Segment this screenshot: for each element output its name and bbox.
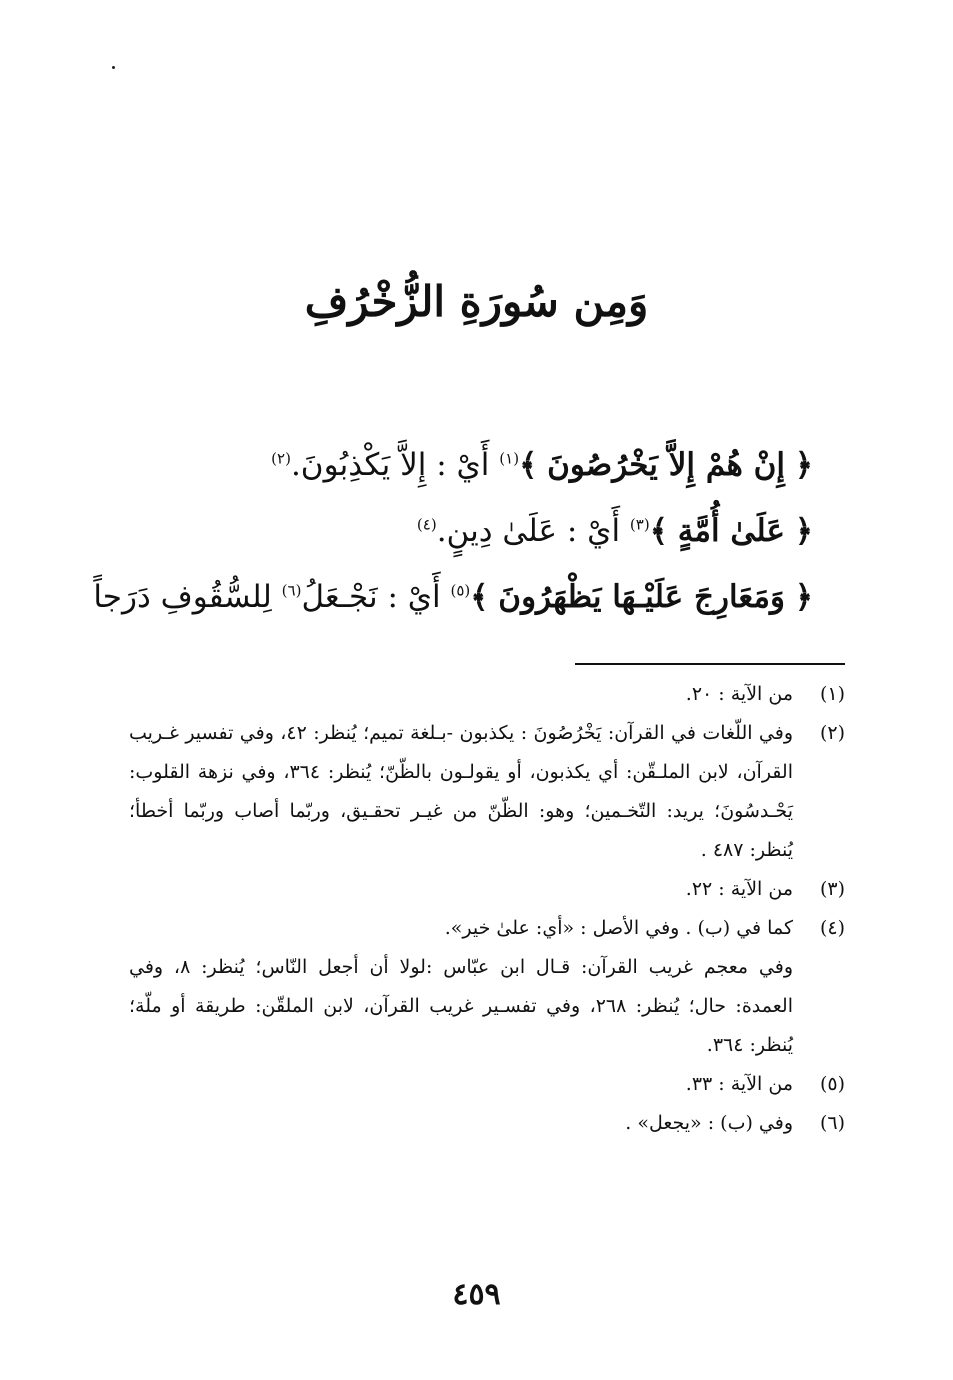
footnote-1: [129, 675, 845, 714]
footnote-5: [129, 1065, 845, 1104]
verse-gloss: أَيْ : عَلَىٰ دِينٍ.: [436, 513, 621, 549]
footnote-number: (٥): [819, 1073, 845, 1095]
verse-gloss: أَيْ : نَجْـعَلُ: [301, 579, 441, 615]
quran-text: وَمَعَارِجَ عَلَيْـهَا يَظْهَرُونَ: [498, 579, 785, 615]
verse-line-3: [93, 564, 813, 630]
quran-open-bracket: ﴿: [794, 513, 813, 549]
footnote-number: (٢): [819, 722, 845, 744]
quran-open-bracket: ﴿: [794, 447, 813, 483]
footnote-2: [129, 714, 845, 870]
footnote-ref: (٦): [281, 581, 302, 600]
quran-text: إِنْ هُمْ إِلاَّ يَخْرُصُونَ: [547, 447, 785, 483]
footnote-text: كما في (ب) . وفي الأصل : «أي: علىٰ خير».: [444, 917, 793, 939]
footnote-4: [129, 909, 845, 948]
footnote-text: وفي اللّغات في القرآن: يَخْرُصُونَ : يكذبون -بـلغة تميم؛ يُنظر: ٤٢، وفي تفسير غـريب القرآن، لابن الملـقّن: أي يكذبون، أو يقولـون بالظّنّ؛ يُنظر: ٣٦٤، وفي نزهة القلوب: يَحْـدسُونَ؛ يريد: التّخـمين؛ وهو: الظّنّ من غيـر تحقـيق، وربّما أصاب وربّما أخطأ؛ يُنظر: ٤٨٧ .: [129, 722, 794, 861]
footnote-text: من الآية : ٢٢.: [685, 878, 793, 900]
footnote-text: وفي (ب) : «يجعل» .: [625, 1112, 793, 1134]
quran-close-bracket: ﴾: [519, 447, 538, 483]
verse-gloss: أَيْ : إِلاَّ يَكْذِبُونَ.: [290, 447, 490, 483]
footnote-number: (٤): [819, 917, 845, 939]
footnote-ref: (٣): [629, 515, 650, 534]
footnote-text: وفي معجم غريب القرآن: قـال ابن عبّاس :لولا أن أجعل النّاس؛ يُنظر: ٨، وفي العمدة: حال؛ يُنظر: ٢٦٨، وفي تفسـير غريب القرآن، لابن الملقّن: طريقة أو ملّة؛ يُنظر: ٣٦٤.: [129, 956, 793, 1056]
footnote-separator: [575, 663, 845, 665]
verse-block: [93, 432, 813, 630]
verse-line-1: [133, 432, 813, 498]
footnote-6: [129, 1104, 845, 1143]
verse-line-2: [133, 498, 813, 564]
quran-text: عَلَىٰ أُمَّةٍ: [677, 513, 785, 549]
ink-speck: [112, 66, 115, 69]
footnote-number: (١): [819, 683, 845, 705]
quran-close-bracket: ﴾: [470, 579, 489, 615]
footnotes: [129, 675, 845, 1143]
footnote-3: [129, 870, 845, 909]
footnote-text: من الآية : ٢٠.: [685, 683, 793, 705]
verse-gloss: لِلسُّقُوفِ دَرَجاً: [93, 579, 272, 615]
footnote-number: (٦): [819, 1112, 845, 1134]
surah-title: وَمِن سُورَةِ الزُّخْرُفِ: [304, 277, 649, 326]
footnote-ref: (٢): [271, 449, 291, 468]
footnote-4-continuation: [129, 948, 845, 1065]
footnote-text: من الآية : ٣٣.: [685, 1073, 793, 1095]
footnote-ref: (١): [499, 449, 520, 468]
quran-open-bracket: ﴿: [794, 579, 813, 615]
footnote-ref: (٥): [450, 581, 471, 600]
footnote-ref: (٤): [416, 515, 437, 534]
quran-close-bracket: ﴾: [649, 513, 668, 549]
page-number: ٤٥٩: [452, 1277, 501, 1312]
footnote-number: (٣): [819, 878, 845, 900]
